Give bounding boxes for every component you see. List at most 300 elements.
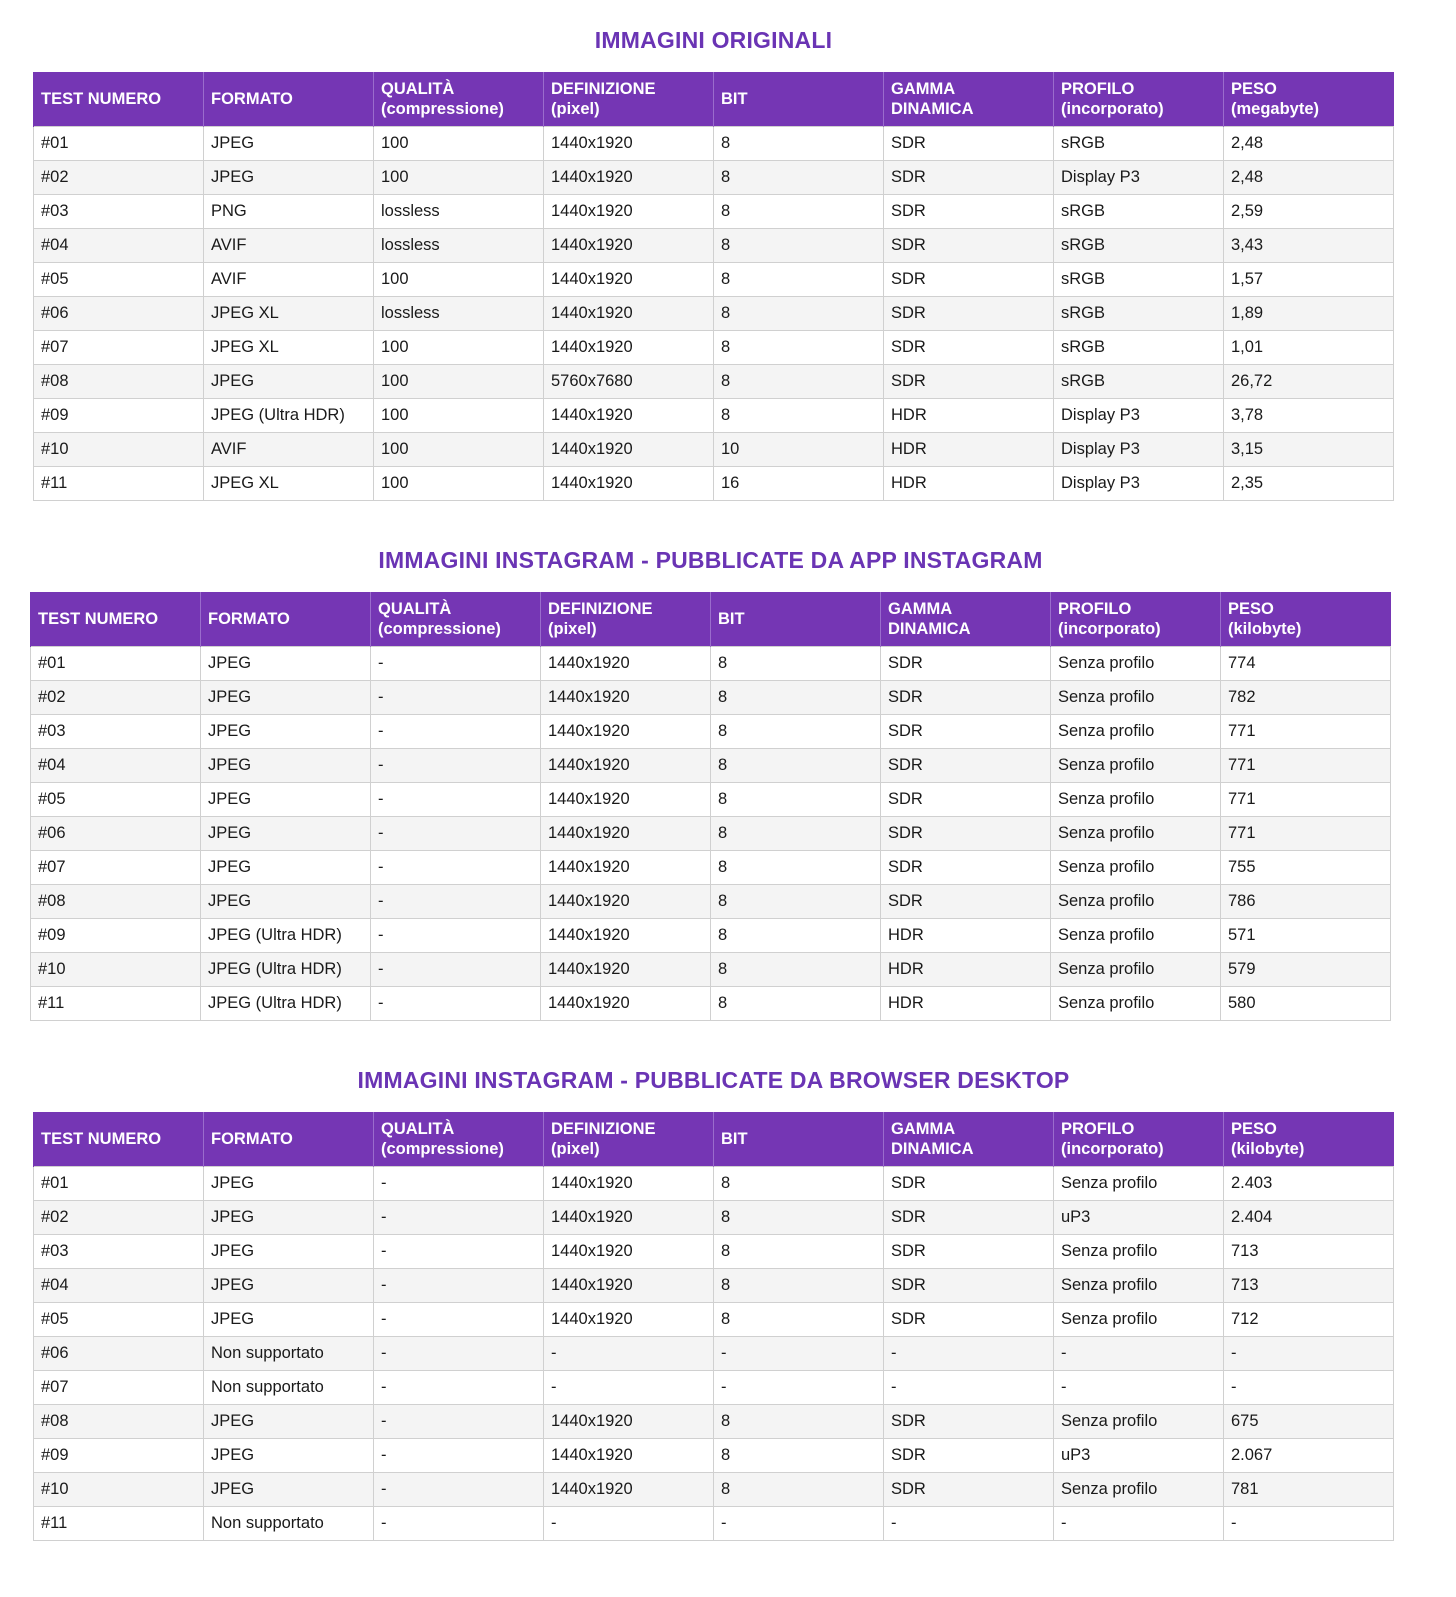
table-row [34,1405,1394,1439]
table-row [31,749,1391,783]
cell-gamma: SDR [884,195,1054,229]
cell-peso: 713 [1224,1235,1394,1269]
cell-qualita: 100 [374,127,544,161]
cell-qualita: - [374,1507,544,1541]
cell-bit: 8 [714,1167,884,1201]
cell-gamma: SDR [884,229,1054,263]
cell-definizione: - [544,1507,714,1541]
cell-test: #10 [34,433,204,467]
table-row [34,1507,1394,1541]
cell-gamma: - [884,1337,1054,1371]
cell-gamma: SDR [881,783,1051,817]
cell-bit: 8 [714,1201,884,1235]
cell-peso: 771 [1221,817,1391,851]
table-header-row [31,592,1391,647]
cell-definizione: 1440x1920 [544,1201,714,1235]
cell-definizione: 1440x1920 [541,783,711,817]
cell-profilo: Senza profilo [1051,817,1221,851]
table-body [31,647,1391,1021]
table-row [34,127,1394,161]
cell-profilo: Senza profilo [1051,885,1221,919]
data-table [30,592,1391,1021]
section-title: IMMAGINI ORIGINALI [594,27,833,53]
cell-qualita: lossless [374,229,544,263]
col-header-test: TEST NUMERO [31,592,201,647]
section-title: IMMAGINI INSTAGRAM - PUBBLICATE DA BROWSER DESKTOP [357,1067,1070,1093]
table-row [34,229,1394,263]
table-row [31,817,1391,851]
cell-formato: JPEG (Ultra HDR) [201,987,371,1021]
cell-formato: PNG [204,195,374,229]
cell-definizione: 1440x1920 [541,953,711,987]
cell-qualita: 100 [374,331,544,365]
cell-test: #02 [34,161,204,195]
cell-peso: 782 [1221,681,1391,715]
cell-profilo: - [1054,1507,1224,1541]
cell-peso: 2.067 [1224,1439,1394,1473]
cell-qualita: - [374,1405,544,1439]
cell-qualita: - [374,1337,544,1371]
cell-peso: 2,48 [1224,161,1394,195]
cell-test: #10 [31,953,201,987]
cell-definizione: 1440x1920 [541,715,711,749]
cell-gamma: SDR [884,1439,1054,1473]
cell-test: #11 [34,1507,204,1541]
cell-gamma: SDR [884,365,1054,399]
cell-qualita: - [371,987,541,1021]
cell-gamma: SDR [884,1235,1054,1269]
cell-bit: 8 [714,399,884,433]
cell-bit: - [714,1337,884,1371]
cell-peso: 26,72 [1224,365,1394,399]
table-row [34,161,1394,195]
table-row [34,263,1394,297]
cell-gamma: SDR [884,1167,1054,1201]
table-body [34,1167,1394,1541]
cell-test: #05 [34,1303,204,1337]
cell-peso: 712 [1224,1303,1394,1337]
col-header-formato: FORMATO [204,1112,374,1167]
cell-profilo: Senza profilo [1051,681,1221,715]
cell-bit: 8 [714,297,884,331]
data-table [33,1112,1394,1541]
cell-bit: 8 [714,365,884,399]
cell-profilo: - [1054,1337,1224,1371]
cell-bit: 8 [714,1235,884,1269]
cell-qualita: - [371,681,541,715]
cell-peso: 2.404 [1224,1201,1394,1235]
cell-profilo: Senza profilo [1054,1167,1224,1201]
cell-formato: Non supportato [204,1507,374,1541]
table-body [34,127,1394,501]
cell-formato: JPEG [204,1167,374,1201]
cell-formato: JPEG [204,1269,374,1303]
cell-bit: 10 [714,433,884,467]
cell-test: #07 [34,1371,204,1405]
cell-test: #11 [34,467,204,501]
cell-qualita: - [371,749,541,783]
cell-test: #03 [34,1235,204,1269]
col-header-gamma: GAMMA DINAMICA [884,72,1054,127]
cell-definizione: 1440x1920 [541,817,711,851]
cell-bit: 8 [714,229,884,263]
cell-gamma: SDR [884,297,1054,331]
table-row [31,783,1391,817]
cell-formato: JPEG [201,817,371,851]
cell-peso: 3,78 [1224,399,1394,433]
cell-profilo: Senza profilo [1051,919,1221,953]
cell-gamma: SDR [884,1201,1054,1235]
cell-profilo: Senza profilo [1054,1405,1224,1439]
cell-profilo: Senza profilo [1051,783,1221,817]
cell-formato: JPEG [204,1303,374,1337]
table-row [34,1337,1394,1371]
cell-formato: JPEG [204,1439,374,1473]
cell-qualita: - [374,1269,544,1303]
cell-gamma: SDR [881,817,1051,851]
cell-test: #09 [34,399,204,433]
col-header-bit: BIT [714,1112,884,1167]
cell-test: #03 [34,195,204,229]
cell-peso: 571 [1221,919,1391,953]
cell-definizione: 1440x1920 [544,433,714,467]
cell-test: #07 [31,851,201,885]
cell-gamma: SDR [884,161,1054,195]
cell-formato: JPEG [201,715,371,749]
section-browser-desktop [33,1060,1394,1541]
cell-peso: 771 [1221,715,1391,749]
cell-qualita: 100 [374,263,544,297]
cell-profilo: Senza profilo [1051,987,1221,1021]
cell-bit: 8 [714,127,884,161]
cell-formato: JPEG [204,1235,374,1269]
col-header-profilo: PROFILO (incorporato) [1054,1112,1224,1167]
cell-definizione: 1440x1920 [544,263,714,297]
cell-bit: 8 [714,1269,884,1303]
cell-profilo: Senza profilo [1054,1473,1224,1507]
cell-test: #07 [34,331,204,365]
col-header-definizione: DEFINIZIONE (pixel) [544,72,714,127]
cell-qualita: lossless [374,297,544,331]
cell-test: #08 [34,1405,204,1439]
cell-profilo: sRGB [1054,195,1224,229]
table-row [34,399,1394,433]
table-row [34,1201,1394,1235]
cell-formato: JPEG [204,1405,374,1439]
cell-profilo: Display P3 [1054,161,1224,195]
cell-definizione: 1440x1920 [544,1235,714,1269]
cell-profilo: Senza profilo [1051,851,1221,885]
col-header-bit: BIT [714,72,884,127]
table-row [34,297,1394,331]
table-row [34,1473,1394,1507]
cell-qualita: 100 [374,365,544,399]
cell-peso: - [1224,1507,1394,1541]
cell-qualita: - [371,851,541,885]
table-row [31,885,1391,919]
cell-formato: JPEG [204,1473,374,1507]
cell-test: #04 [34,229,204,263]
cell-gamma: - [884,1371,1054,1405]
cell-definizione: 1440x1920 [544,1269,714,1303]
cell-profilo: Senza profilo [1054,1235,1224,1269]
cell-formato: JPEG [201,749,371,783]
cell-definizione: - [544,1371,714,1405]
cell-peso: 2,59 [1224,195,1394,229]
col-header-gamma: GAMMA DINAMICA [881,592,1051,647]
cell-profilo: sRGB [1054,365,1224,399]
cell-profilo: sRGB [1054,127,1224,161]
table-row [34,331,1394,365]
cell-peso: 774 [1221,647,1391,681]
cell-bit: 8 [711,783,881,817]
cell-gamma: SDR [884,127,1054,161]
table-row [34,195,1394,229]
cell-peso: 786 [1221,885,1391,919]
cell-test: #08 [34,365,204,399]
cell-test: #05 [31,783,201,817]
cell-formato: JPEG [201,647,371,681]
cell-profilo: uP3 [1054,1439,1224,1473]
cell-definizione: 5760x7680 [544,365,714,399]
cell-qualita: 100 [374,399,544,433]
data-table [33,72,1394,501]
cell-formato: AVIF [204,229,374,263]
cell-profilo: Senza profilo [1051,715,1221,749]
cell-peso: 1,89 [1224,297,1394,331]
cell-bit: 8 [711,953,881,987]
cell-formato: JPEG [201,783,371,817]
col-header-test: TEST NUMERO [34,72,204,127]
cell-definizione: 1440x1920 [544,229,714,263]
col-header-formato: FORMATO [201,592,371,647]
cell-definizione: 1440x1920 [541,987,711,1021]
col-header-test: TEST NUMERO [34,1112,204,1167]
cell-bit: 8 [711,681,881,715]
cell-gamma: SDR [881,851,1051,885]
cell-formato: JPEG [204,161,374,195]
cell-formato: JPEG [201,681,371,715]
cell-qualita: lossless [374,195,544,229]
table-row [31,715,1391,749]
cell-test: #09 [31,919,201,953]
table-row [31,919,1391,953]
cell-profilo: sRGB [1054,297,1224,331]
cell-formato: JPEG (Ultra HDR) [201,919,371,953]
cell-gamma: HDR [884,399,1054,433]
col-header-qualita: QUALITÀ (compressione) [374,72,544,127]
cell-profilo: uP3 [1054,1201,1224,1235]
cell-definizione: 1440x1920 [544,1405,714,1439]
cell-peso: 713 [1224,1269,1394,1303]
cell-definizione: 1440x1920 [544,467,714,501]
cell-qualita: - [374,1439,544,1473]
cell-gamma: HDR [884,433,1054,467]
cell-test: #09 [34,1439,204,1473]
cell-gamma: SDR [881,749,1051,783]
col-header-gamma: GAMMA DINAMICA [884,1112,1054,1167]
table-header-row [34,72,1394,127]
cell-bit: 8 [714,1473,884,1507]
col-header-qualita: QUALITÀ (compressione) [374,1112,544,1167]
table-row [31,953,1391,987]
cell-formato: JPEG (Ultra HDR) [204,399,374,433]
table-row [34,365,1394,399]
cell-bit: 8 [711,919,881,953]
cell-test: #01 [31,647,201,681]
cell-peso: 580 [1221,987,1391,1021]
cell-definizione: 1440x1920 [541,919,711,953]
cell-profilo: Senza profilo [1051,647,1221,681]
cell-profilo: Display P3 [1054,433,1224,467]
cell-formato: JPEG [204,1201,374,1235]
table-row [34,1235,1394,1269]
cell-formato: JPEG [204,127,374,161]
cell-peso: 675 [1224,1405,1394,1439]
cell-gamma: SDR [884,1269,1054,1303]
cell-peso: 3,43 [1224,229,1394,263]
cell-definizione: - [544,1337,714,1371]
cell-definizione: 1440x1920 [544,1473,714,1507]
cell-gamma: HDR [884,467,1054,501]
table-header-row [34,1112,1394,1167]
cell-gamma: SDR [884,1405,1054,1439]
cell-gamma: SDR [881,885,1051,919]
cell-definizione: 1440x1920 [541,749,711,783]
col-header-definizione: DEFINIZIONE (pixel) [544,1112,714,1167]
cell-definizione: 1440x1920 [544,331,714,365]
cell-test: #02 [34,1201,204,1235]
cell-profilo: Senza profilo [1054,1303,1224,1337]
cell-definizione: 1440x1920 [541,851,711,885]
cell-gamma: - [884,1507,1054,1541]
cell-bit: 8 [714,1439,884,1473]
cell-test: #06 [31,817,201,851]
cell-peso: 1,01 [1224,331,1394,365]
cell-test: #03 [31,715,201,749]
cell-bit: 8 [711,851,881,885]
cell-definizione: 1440x1920 [544,1303,714,1337]
cell-bit: 8 [711,987,881,1021]
cell-formato: JPEG [201,851,371,885]
cell-gamma: SDR [884,263,1054,297]
cell-profilo: Senza profilo [1051,953,1221,987]
cell-definizione: 1440x1920 [541,885,711,919]
cell-peso: 3,15 [1224,433,1394,467]
cell-bit: 8 [714,1405,884,1439]
cell-profilo: sRGB [1054,229,1224,263]
cell-profilo: Display P3 [1054,399,1224,433]
cell-gamma: HDR [881,919,1051,953]
cell-bit: 8 [714,1303,884,1337]
cell-test: #06 [34,1337,204,1371]
cell-bit: 8 [711,749,881,783]
cell-bit: 8 [711,715,881,749]
cell-definizione: 1440x1920 [544,297,714,331]
cell-profilo: - [1054,1371,1224,1405]
cell-formato: Non supportato [204,1371,374,1405]
cell-qualita: - [371,953,541,987]
cell-qualita: - [371,885,541,919]
cell-gamma: HDR [881,953,1051,987]
cell-test: #08 [31,885,201,919]
cell-formato: JPEG XL [204,297,374,331]
table-row [31,647,1391,681]
cell-formato: Non supportato [204,1337,374,1371]
cell-peso: 771 [1221,749,1391,783]
cell-test: #01 [34,1167,204,1201]
cell-peso: 771 [1221,783,1391,817]
cell-formato: JPEG [204,365,374,399]
cell-bit: 8 [711,885,881,919]
col-header-formato: FORMATO [204,72,374,127]
cell-qualita: - [374,1167,544,1201]
cell-qualita: 100 [374,161,544,195]
cell-peso: 2,48 [1224,127,1394,161]
cell-bit: 8 [714,331,884,365]
cell-profilo: sRGB [1054,263,1224,297]
cell-peso: 1,57 [1224,263,1394,297]
cell-definizione: 1440x1920 [541,647,711,681]
table-row [34,1303,1394,1337]
cell-test: #04 [31,749,201,783]
cell-qualita: - [371,817,541,851]
table-row [31,681,1391,715]
section-title: IMMAGINI INSTAGRAM - PUBBLICATE DA APP INSTAGRAM [378,547,1043,573]
cell-test: #06 [34,297,204,331]
cell-test: #04 [34,1269,204,1303]
cell-test: #02 [31,681,201,715]
cell-qualita: - [374,1235,544,1269]
table-row [34,1167,1394,1201]
cell-peso: 755 [1221,851,1391,885]
cell-bit: 8 [714,161,884,195]
cell-bit: - [714,1507,884,1541]
cell-test: #11 [31,987,201,1021]
cell-peso: 2.403 [1224,1167,1394,1201]
cell-definizione: 1440x1920 [544,1167,714,1201]
table-row [31,987,1391,1021]
cell-gamma: SDR [881,647,1051,681]
cell-gamma: SDR [884,331,1054,365]
table-row [34,433,1394,467]
cell-test: #01 [34,127,204,161]
cell-definizione: 1440x1920 [544,1439,714,1473]
table-row [34,1371,1394,1405]
col-header-peso: PESO (kilobyte) [1221,592,1391,647]
cell-definizione: 1440x1920 [544,399,714,433]
cell-formato: JPEG XL [204,467,374,501]
cell-qualita: - [374,1303,544,1337]
cell-gamma: SDR [881,681,1051,715]
cell-bit: 8 [714,263,884,297]
cell-formato: JPEG XL [204,331,374,365]
col-header-definizione: DEFINIZIONE (pixel) [541,592,711,647]
cell-profilo: Display P3 [1054,467,1224,501]
table-row [34,1269,1394,1303]
cell-qualita: - [371,715,541,749]
table-row [34,1439,1394,1473]
cell-qualita: - [371,783,541,817]
col-header-peso: PESO (megabyte) [1224,72,1394,127]
cell-test: #10 [34,1473,204,1507]
cell-bit: 8 [711,817,881,851]
col-header-profilo: PROFILO (incorporato) [1054,72,1224,127]
cell-definizione: 1440x1920 [541,681,711,715]
cell-bit: 8 [714,195,884,229]
section-originali [33,20,1394,501]
cell-bit: - [714,1371,884,1405]
